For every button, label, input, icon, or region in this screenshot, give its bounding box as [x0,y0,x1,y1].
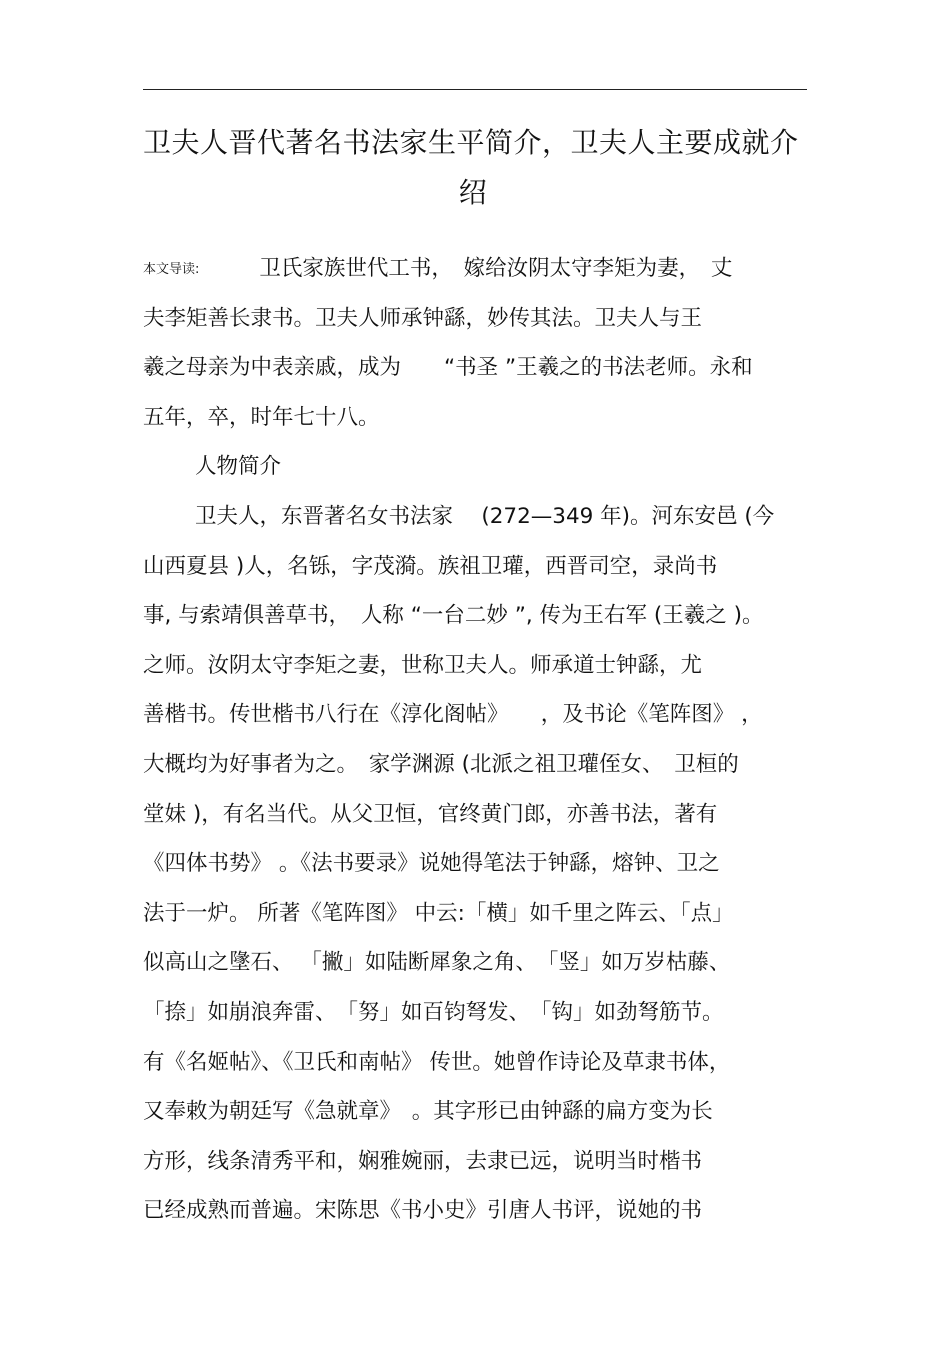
body-line: 羲之母亲为中表亲戚，成为 “书圣 ”王羲之的书法老师。永和 [143,355,753,381]
body-line: 夫李矩善长隶书。卫夫人师承钟繇，妙传其法。卫夫人与王 [143,305,703,331]
body-line-text: 卫氏家族世代工书， 嫁给汝阴太守李矩为妻， 丈 [259,256,733,281]
section-heading: 人物简介 [195,454,282,480]
document-title [143,118,807,218]
body-line: 《四体书势》 。《法书要录》说她得笔法于钟繇，熔钟、卫之 [143,851,720,877]
body-line: 山西夏县 )人，名铄，字茂漪。族祖卫瓘，西晋司空，录尚书 [143,553,718,579]
body-line [143,244,807,294]
title-line-1: 卫夫人晋代著名书法家生平简介，卫夫人主要成就介 [143,126,799,159]
body-line: 有《名姬帖》、《卫氏和南帖》 传世。她曾作诗论及草隶书体， [143,1049,731,1075]
body-line: 之师。汝阴太守李矩之妻，世称卫夫人。师承道士钟繇，尤 [143,652,703,678]
document-body [143,244,807,1236]
body-line: 卫夫人，东晋著名女书法家 (272—349 年)。河东安邑 (今 [195,503,775,529]
title-line-2: 绍 [458,176,488,209]
lead-label: 本文导读: [143,262,200,277]
body-line: 方形，线条清秀平和，娴雅婉丽，去隶已远，说明当时楷书 [143,1148,703,1174]
body-line: 又奉敕为朝廷写《急就章》 。其字形已由钟繇的扁方变为长 [143,1099,713,1125]
header-rule [143,89,807,90]
body-line: 法于一炉。 所著《笔阵图》 中云:「横」如千里之阵云、「点」 [143,900,734,926]
body-line: 大概均为好事者为之。 家学渊源 (北派之祖卫瓘侄女、 卫桓的 [143,751,739,777]
body-line: 堂妹 )，有名当代。从父卫恒，官终黄门郎，亦善书法，著有 [143,801,718,827]
body-line: 「捺」如崩浪奔雷、 「努」如百钧弩发、 「钩」如劲弩筋节。 [143,999,724,1025]
body-line: 似高山之墬石、 「撇」如陆断犀象之角、 「竖」如万岁枯藤、 [143,950,731,976]
body-line: 已经成熟而普遍。宋陈思《书小史》引唐人书评，说她的书 [143,1198,703,1224]
body-line: 事, 与索靖俱善草书， 人称 “一台二妙 ”, 传为王右军 (王羲之 )。 [143,603,764,629]
body-line: 五年，卒，时年七十八。 [143,404,380,430]
body-line: 善楷书。传世楷书八行在《淳化阁帖》 ，及书论《笔阵图》 ， [143,702,763,728]
